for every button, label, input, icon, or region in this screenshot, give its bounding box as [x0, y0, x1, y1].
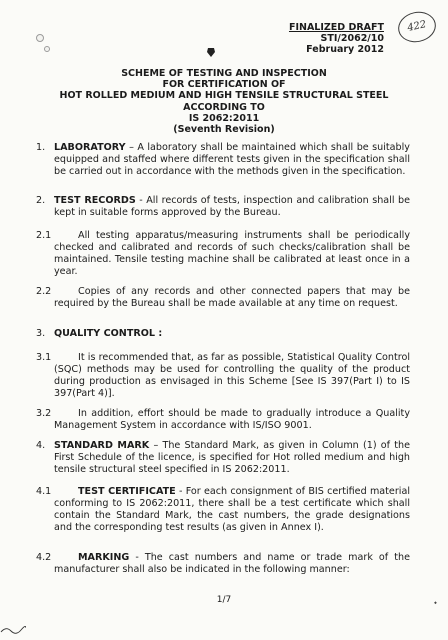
punch-hole: [44, 46, 50, 52]
stray-mark: ⬩: [434, 598, 437, 607]
clause-2-1: All testing apparatus/measuring instruments shall be periodically checked and calibrated and records of such checks/calibration shall be maintained. Tensile testing machine shall be calibrated at least once in a year.: [54, 230, 410, 277]
clause-2-2: Copies of any records and other connected papers that may be required by the Bureau shall be made available at any time on request.: [54, 286, 410, 309]
clause-number: 2.2: [36, 286, 52, 297]
document-header: [289, 22, 384, 55]
handwritten-page-note: 422: [395, 8, 438, 45]
document-date: February 2012: [306, 44, 384, 55]
section-test-records: [54, 195, 410, 219]
clause-number: 3.2: [36, 408, 52, 419]
title-line: SCHEME OF TESTING AND INSPECTION: [121, 68, 327, 79]
clause-text: - For each consignment of BIS certified material conforming to IS 2062:2011, there shall be a test certificate which shall contain the Standard Mark, the cast numbers, the grade designations and the corresponding test results (as given in Annex I).: [54, 486, 410, 533]
section-standard-mark: [54, 440, 410, 476]
clause-number: 3.1: [36, 352, 52, 363]
section-number: 4.: [36, 440, 46, 451]
clause-number: 2.1: [36, 230, 52, 241]
title-line: (Seventh Revision): [173, 124, 275, 136]
clause-3-1: It is recommended that, as far as possible, Statistical Quality Control (SQC) methods may be used for controlling the quality of the product during production as envisaged in this Scheme [See IS 397(Part I) to IS 397(Part 4)].: [54, 352, 410, 399]
section-number: 3.: [36, 328, 46, 339]
title-line: IS 2062:2011: [188, 112, 260, 124]
title-line: ACCORDING TO: [183, 101, 265, 113]
clause-4-1: [54, 486, 410, 534]
document-title: [40, 68, 408, 135]
clause-number: 4.1: [36, 486, 52, 497]
page-number: 1/7: [216, 595, 232, 605]
section-heading: STANDARD MARK: [54, 440, 150, 451]
section-heading: TEST RECORDS: [54, 195, 136, 206]
section-laboratory: [54, 142, 410, 178]
clause-text: - The cast numbers and name or trade mark of the manufacturer shall also be indicated in the following manner:: [54, 552, 410, 575]
clause-number: 4.2: [36, 552, 52, 563]
section-number: 1.: [36, 142, 46, 153]
clause-3-2: In addition, effort should be made to gradually introduce a Quality Management System in accordance with IS/ISO 9001.: [54, 408, 410, 431]
section-number: 2.: [36, 195, 46, 206]
stray-scribble: [0, 622, 26, 636]
section-text: - All records of tests, inspection and calibration shall be kept in suitable forms approved by the Bureau.: [54, 195, 410, 218]
title-line: HOT ROLLED MEDIUM AND HIGH TENSILE STRUCTURAL STEEL: [59, 90, 389, 102]
section-text: – The Standard Mark, as given in Column (1) of the First Schedule of the licence, is specified for Hot rolled medium and high tensile structural steel specified in IS 2062:2011.: [54, 440, 410, 475]
reference-number: STI/2062/10: [320, 33, 384, 44]
draft-label: FINALIZED DRAFT: [288, 22, 384, 33]
clause-heading: MARKING: [78, 552, 130, 563]
punch-hole: [36, 34, 44, 42]
emblem-icon: [206, 46, 216, 58]
title-line: FOR CERTIFICATION OF: [162, 79, 286, 91]
section-text: – A laboratory shall be maintained which shall be suitably equipped and staffed where different tests given in the specification shall be carried out in accordance with the methods given in the specification.: [54, 142, 410, 177]
clause-heading: TEST CERTIFICATE: [78, 486, 176, 497]
section-heading: QUALITY CONTROL :: [54, 328, 163, 339]
clause-4-2: [54, 552, 410, 576]
section-heading: LABORATORY: [54, 142, 126, 153]
